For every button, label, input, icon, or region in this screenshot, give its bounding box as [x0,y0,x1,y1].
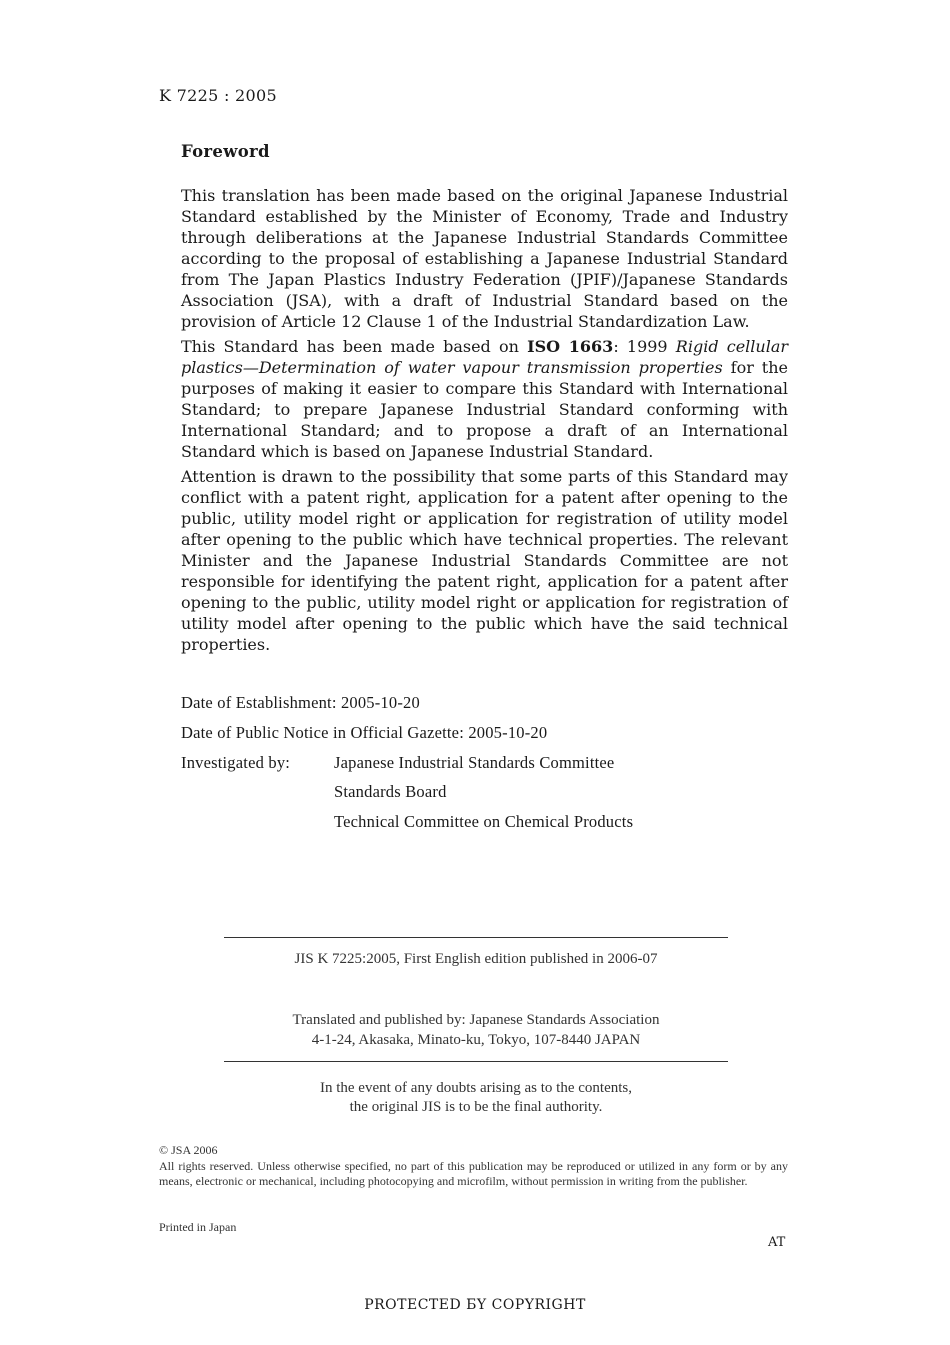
rights-statement: All rights reserved. Unless otherwise specified, no part of this publication may be reproduced or utilized in any form or by any means, electronic or mechanical, including photocopying and microfilm, without permission in writing from the publisher. [159,1159,788,1188]
date-of-establishment: Date of Establishment: 2005-10-20 [181,693,420,712]
foreword-heading: Foreword [181,142,270,161]
authority-note [224,1079,728,1117]
divider-top [224,937,728,938]
investigated-by-board: Standards Board [334,782,447,801]
edition-line: JIS K 7225:2005, First English edition published in 2006-07 [294,951,658,967]
authority-note-line-2: the original JIS is to be the final authority. [349,1099,603,1115]
foreword-paragraph-2 [181,336,788,462]
investigated-by-technical-committee: Technical Committee on Chemical Products [334,812,634,831]
publisher-address: 4-1-24, Akasaka, Minato-ku, Tokyo, 107-8440 JAPAN [311,1032,641,1048]
foreword-paragraph-3: Attention is drawn to the possibility that some parts of this Standard may conflict with a patent right, application for a patent after opening to the public, utility model right or application for registration of utility model after opening to the public which have technical properties. The relevant Minister and the Japanese Industrial Standards Committee are not responsible for identifying the patent right, application for a patent after opening to the public, utility model right or application for registration of utility model after opening to the public which have the said technical properties. [181,467,788,654]
iso-title: Rigid cellular plastics—Determination of water vapour transmission properties [181,337,789,377]
protected-watermark: PROTECTED БY COPYRIGHT [364,1297,586,1313]
para2-text-b: : 1999 [613,337,676,356]
page-code: AT [768,1235,786,1250]
para2-text-c: for the purposes of making it easier to compare this Standard with International Standard; to prepare Japanese Industrial Standard conforming with International Standard; and to propose a draft of an International Standard which is based on Japanese Industrial Standard. [181,358,789,461]
printed-in: Printed in Japan [159,1220,237,1234]
iso-reference: ISO 1663 [527,337,614,356]
translated-by: Translated and published by: Japanese Standards Association [292,1012,660,1028]
publisher-block [224,1010,728,1050]
para2-text-a: This Standard has been made based on [181,337,528,356]
investigated-by-committee: Japanese Industrial Standards Committee [334,753,615,772]
foreword-body [181,185,788,659]
copyright-notice: © JSA 2006 [159,1143,218,1157]
date-of-public-notice: Date of Public Notice in Official Gazette: 2005-10-20 [181,723,548,742]
standard-code: K 7225 : 2005 [159,86,277,105]
divider-bottom [224,1061,728,1062]
investigated-by-label: Investigated by: [181,753,291,772]
foreword-paragraph-1: This translation has been made based on the original Japanese Industrial Standard established by the Minister of Economy, Trade and Industry through deliberations at the Japanese Industrial Standards Committee according to the proposal of establishing a Japanese Industrial Standard from The Japan Plastics Industry Federation (JPIF)/Japanese Standards Association (JSA), with a draft of Industrial Standard based on the provision of Article 12 Clause 1 of the Industrial Standardization Law. [181,186,788,331]
authority-note-line-1: In the event of any doubts arising as to the contents, [319,1080,632,1096]
